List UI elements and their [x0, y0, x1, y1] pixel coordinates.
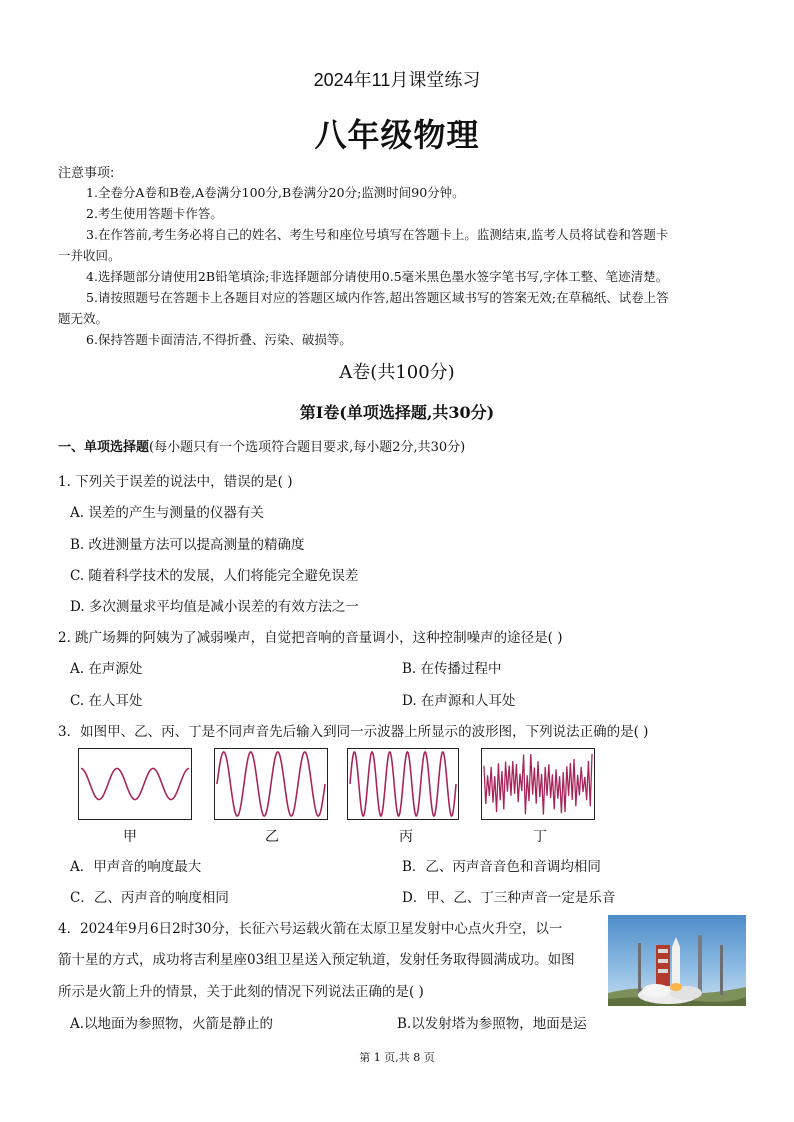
waveform-label-ding: 丁 — [533, 829, 547, 845]
section-1-heading: 第Ⅰ卷(单项选择题,共30分) — [299, 403, 495, 422]
waveform-label-yi: 乙 — [265, 829, 279, 845]
waveform-ding — [481, 748, 595, 820]
question-3-stem: 3．如图甲、乙、丙、丁是不同声音先后输入到同一示波器上所显示的波形图，下列说法正确的是( ) — [58, 724, 649, 740]
note-item: 4.选择题部分请使用2B铅笔填涂;非选择题部分请使用0.5毫米黑色墨水签字笔书写,字体工整、笔迹清楚。 — [86, 269, 669, 284]
note-item: 3.在作答前,考生务必将自己的姓名、考生号和座位号填写在答题卡上。监测结束,监考人员将试卷和答题卡 — [86, 227, 669, 242]
q2-option-a: A. 在声源处 — [70, 661, 143, 677]
q1-option-d: D. 多次测量求平均值是减小误差的有效方法之一 — [70, 599, 359, 615]
q3-option-c: C．乙、丙声音的响度相同 — [70, 890, 229, 906]
waveform-ding-graph — [482, 749, 594, 819]
waveform-bing-graph — [348, 749, 458, 819]
rocket-launch-photo — [608, 915, 746, 1006]
q1-option-c: C. 随着科学技术的发展，人们将能完全避免误差 — [70, 568, 359, 584]
section-a-heading: A卷(共100分) — [339, 362, 455, 383]
q2-option-c: C. 在人耳处 — [70, 693, 143, 709]
notes-heading: 注意事项: — [58, 166, 115, 181]
note-item: 2.考生使用答题卡作答。 — [86, 206, 223, 221]
waveform-label-jia: 甲 — [123, 829, 137, 845]
rocket-launch-illustration — [608, 915, 746, 1006]
q4-option-a: A.以地面为参照物，火箭是静止的 — [70, 1016, 274, 1032]
waveform-bing — [347, 748, 459, 820]
exam-date: 2024年11月课堂练习 — [313, 70, 481, 90]
waveform-label-bing: 丙 — [399, 829, 413, 845]
note-item: 一并收回。 — [58, 248, 121, 263]
q1-option-b: B. 改进测量方法可以提高测量的精确度 — [70, 537, 305, 553]
question-1-stem: 1. 下列关于误差的说法中，错误的是( ) — [58, 474, 293, 490]
note-item: 6.保持答题卡面清洁,不得折叠、污染、破损等。 — [86, 332, 352, 347]
part-one-desc: (每小题只有一个选项符合题目要求,每小题2分,共30分) — [149, 440, 466, 455]
part-one-heading — [58, 436, 465, 455]
waveform-jia-graph — [79, 749, 191, 819]
waveform-yi — [214, 748, 328, 820]
question-4-stem-line: 4．2024年9月6日2时30分，长征六号运载火箭在太原卫星发射中心点火升空，以一 — [58, 921, 563, 937]
q2-option-d: D. 在声源和人耳处 — [402, 693, 516, 709]
note-item: 题无效。 — [58, 311, 109, 326]
q2-option-b: B. 在传播过程中 — [402, 661, 502, 677]
page-footer: 第 1 页,共 8 页 — [359, 1051, 435, 1064]
question-4-stem-line: 所示是火箭上升的情景，关于此刻的情况下列说法正确的是( ) — [58, 984, 424, 1000]
q3-option-a: A．甲声音的响度最大 — [70, 859, 202, 875]
part-one-label: 一、单项选择题 — [58, 440, 150, 455]
waveform-jia — [78, 748, 192, 820]
q4-option-b: B.以发射塔为参照物，地面是运 — [397, 1016, 587, 1032]
exam-title: 八年级物理 — [314, 116, 480, 154]
question-2-stem: 2. 跳广场舞的阿姨为了减弱噪声，自觉把音响的音量调小，这种控制噪声的途径是( ) — [58, 630, 563, 646]
waveform-yi-graph — [215, 749, 327, 819]
note-item: 1.全卷分A卷和B卷,A卷满分100分,B卷满分20分;监测时间90分钟。 — [86, 185, 465, 200]
q1-option-a: A. 误差的产生与测量的仪器有关 — [70, 505, 264, 521]
q3-option-b: B．乙、丙声音音色和音调均相同 — [402, 859, 601, 875]
q3-option-d: D．甲、乙、丁三种声音一定是乐音 — [402, 890, 616, 906]
question-4-stem-line: 箭十星的方式，成功将吉利星座03组卫星送入预定轨道，发射任务取得圆满成功。如图 — [58, 952, 575, 968]
note-item: 5.请按照题号在答题卡上各题目对应的答题区域内作答,超出答题区域书写的答案无效;在草稿纸、试卷上答 — [86, 290, 669, 305]
